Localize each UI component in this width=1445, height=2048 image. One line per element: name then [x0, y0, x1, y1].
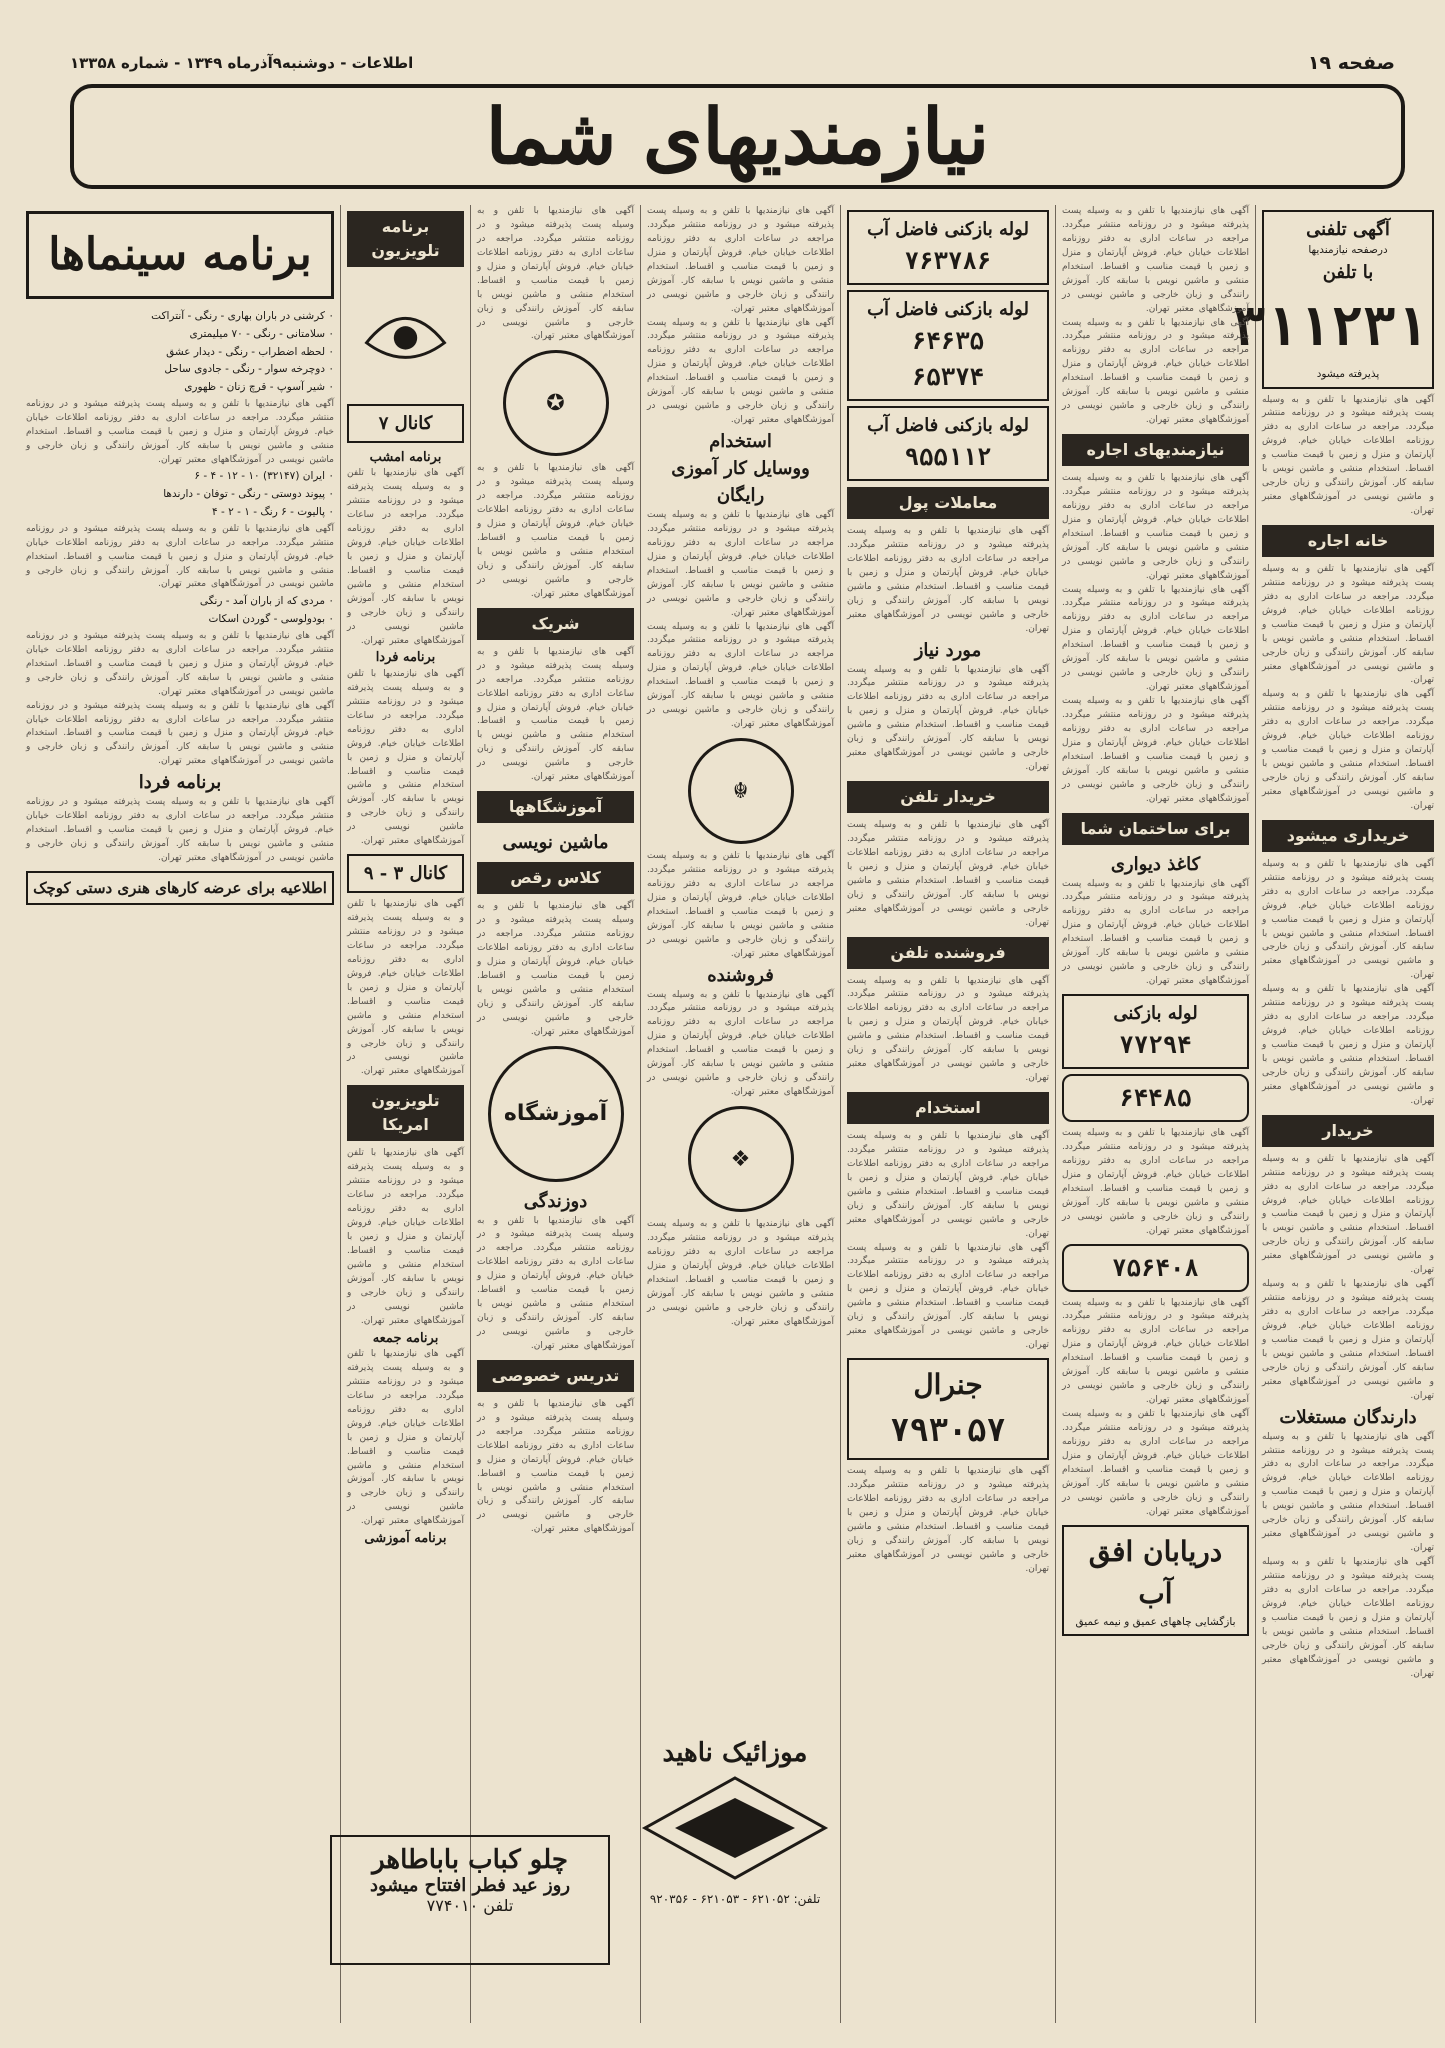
education-title: برنامه آموزشی	[364, 1531, 447, 1547]
classified-text: آگهی های نیازمندیها با تلفن و به وسیله پست پذیرفته میشود و در روزنامه منتشر میگردد. مراجعه در ساعات اداری به دفتر روزنامه اطلاعات خیابان خیام. فروش آپارتمان و منزل و زمین با قیمت مناسب و اقساط. استخدام منشی و ماشین نویس با سابقه کار. آموزش رانندگی و زبان خارجی و ماشین نویسی در آموزشگاههای معتبر تهران.	[847, 1466, 1049, 1574]
classified-text: آگهی های نیازمندیها با تلفن و به وسیله پست پذیرفته میشود و در روزنامه منتشر میگردد. مراجعه در ساعات اداری به دفتر روزنامه اطلاعات خیابان خیام. فروش آپارتمان و منزل و زمین با قیمت مناسب و اقساط. استخدام منشی و ماشین نویس با سابقه کار. آموزش رانندگی و زبان خارجی و ماشین نویسی در آموزشگاههای معتبر تهران.	[647, 851, 834, 959]
classified-text: آگهی های نیازمندیها با تلفن و به وسیله پست پذیرفته میشود و در روزنامه منتشر میگردد. مراجعه در ساعات اداری به دفتر روزنامه اطلاعات خیابان خیام. فروش آپارتمان و منزل و زمین با قیمت مناسب و اقساط. استخدام منشی و ماشین نویس با سابقه کار. آموزش رانندگی و زبان خارجی و ماشین نویسی در آموزشگاههای معتبر تهران.	[1062, 878, 1249, 987]
phone-number: ۳۱۱۲۳۱	[1232, 294, 1428, 358]
schedule-text: آگهی های نیازمندیها با تلفن و به وسیله پست پذیرفته میشود و در روزنامه منتشر میگردد. مراجعه در ساعات اداری به دفتر روزنامه اطلاعات خیابان خیام. فروش آپارتمان و منزل و زمین با قیمت مناسب و اقساط. استخدام منشی و ماشین نویس با سابقه کار. آموزش رانندگی و زبان خارجی و ماشین نویسی در آموزشگاههای معتبر تهران.	[347, 468, 464, 646]
classified-text: آگهی های نیازمندیها با تلفن و به وسیله پست پذیرفته میشود و در روزنامه منتشر میگردد. مراجعه در ساعات اداری به دفتر روزنامه اطلاعات خیابان خیام. فروش آپارتمان و منزل و زمین با قیمت مناسب و اقساط. استخدام منشی و ماشین نویس با سابقه کار. آموزش رانندگی و زبان خارجی و ماشین نویسی در آموزشگاههای معتبر تهران.	[647, 989, 834, 1098]
phone-ad-title: آگهی تلفنی	[1306, 219, 1390, 240]
schedule-text: آگهی های نیازمندیها با تلفن و به وسیله پست پذیرفته میشود و در روزنامه منتشر میگردد. مراجعه در ساعات اداری به دفتر روزنامه اطلاعات خیابان خیام. فروش آپارتمان و منزل و زمین با قیمت مناسب و اقساط. استخدام منشی و ماشین نویس با سابقه کار. آموزش رانندگی و زبان خارجی و ماشین نویسی در آموزشگاههای معتبر تهران.	[347, 1349, 464, 1527]
tonight-title: برنامه امشب	[369, 449, 442, 465]
nahid-title: موزائیک ناهید	[662, 1738, 808, 1768]
money-bar: معاملات پول	[847, 487, 1049, 519]
classified-text: آگهی های نیازمندیها با تلفن و به وسیله پست پذیرفته میشود و در روزنامه منتشر میگردد. مراجعه در ساعات اداری به دفتر روزنامه اطلاعات خیابان خیام. فروش آپارتمان و منزل و زمین با قیمت مناسب و اقساط. استخدام منشی و ماشین نویس با سابقه کار. آموزش رانندگی و زبان خارجی و ماشین نویسی در آموزشگاههای معتبر تهران.	[477, 206, 634, 342]
phone-ad-sub: درصفحه نیازمندیها	[1308, 244, 1388, 256]
classified-text: آگهی های نیازمندیها با تلفن و به وسیله پست پذیرفته میشود و در روزنامه منتشر میگردد. مراجعه در ساعات اداری به دفتر روزنامه اطلاعات خیابان خیام. فروش آپارتمان و منزل و زمین با قیمت مناسب و اقساط. استخدام منشی و ماشین نویس با سابقه کار. آموزش رانندگی و زبان خارجی و ماشین نویسی در آموزشگاههای معتبر تهران.	[847, 1131, 1049, 1239]
classified-text: آگهی های نیازمندیها با تلفن و به وسیله پست پذیرفته میشود و در روزنامه منتشر میگردد. مراجعه در ساعات اداری به دفتر روزنامه اطلاعات خیابان خیام. فروش آپارتمان و منزل و زمین با قیمت مناسب و اقساط. استخدام منشی و ماشین نویس با سابقه کار. آموزش رانندگی و زبان خارجی و ماشین نویسی در آموزشگاههای معتبر تهران.	[647, 1219, 834, 1327]
american-tv-bar: تلویزیون امریکا	[347, 1085, 464, 1141]
pipe-number-3: ۶۵۳۷۴	[911, 363, 985, 391]
classified-text: آگهی های نیازمندیها با تلفن و به وسیله پست پذیرفته میشود و در روزنامه منتشر میگردد. مراجعه در ساعات اداری به دفتر روزنامه اطلاعات خیابان خیام. فروش آپارتمان و منزل و زمین با قیمت مناسب و اقساط. استخدام منشی و ماشین نویس با سابقه کار. آموزش رانندگی و زبان خارجی و ماشین نویسی در آموزشگاههای معتبر تهران.	[647, 206, 834, 314]
hire-bar: استخدام	[847, 1092, 1049, 1124]
tv-emblem	[347, 273, 464, 393]
classified-text: آگهی های نیازمندیها با تلفن و به وسیله پست پذیرفته میشود و در روزنامه منتشر میگردد. مراجعه در ساعات اداری به دفتر روزنامه اطلاعات خیابان خیام. فروش آپارتمان و منزل و زمین با قیمت مناسب و اقساط. استخدام منشی و ماشین نویس با سابقه کار. آموزش رانندگی و زبان خارجی و ماشین نویسی در آموزشگاههای معتبر تهران.	[1062, 1128, 1249, 1236]
classified-text: آگهی های نیازمندیها با تلفن و به وسیله پست پذیرفته میشود و در روزنامه منتشر میگردد. مراجعه در ساعات اداری به دفتر روزنامه اطلاعات خیابان خیام. فروش آپارتمان و منزل و زمین با قیمت مناسب و اقساط. استخدام منشی و ماشین نویس با سابقه کار. آموزش رانندگی و زبان خارجی و ماشین نویسی در آموزشگاههای معتبر تهران.	[1262, 984, 1434, 1106]
classified-text: آگهی های نیازمندیها با تلفن و به وسیله پست پذیرفته میشود و در روزنامه منتشر میگردد. مراجعه در ساعات اداری به دفتر روزنامه اطلاعات خیابان خیام. فروش آپارتمان و منزل و زمین با قیمت مناسب و اقساط. استخدام منشی و ماشین نویس با سابقه کار. آموزش رانندگی و زبان خارجی و ماشین نویسی در آموزشگاههای معتبر تهران.	[1262, 394, 1434, 516]
channel-7-box	[347, 404, 464, 443]
phone-ad-box	[1232, 210, 1434, 389]
building-bar: برای ساختمان شما	[1062, 813, 1249, 845]
pipe-number-1: ۷۶۳۷۸۶	[904, 247, 992, 275]
sewing-title: دوزندگی	[523, 1190, 588, 1212]
classified-text: آگهی های نیازمندیها با تلفن و به وسیله پست پذیرفته میشود و در روزنامه منتشر میگردد. مراجعه در ساعات اداری به دفتر روزنامه اطلاعات خیابان خیام. فروش آپارتمان و منزل و زمین با قیمت مناسب و اقساط. استخدام منشی و ماشین نویس با سابقه کار. آموزش رانندگی و زبان خارجی و ماشین نویسی در آموزشگاههای معتبر تهران.	[1262, 1279, 1434, 1401]
nahid-phone: تلفن: ۶۲۱۰۵۲ - ۶۲۱۰۵۳ - ۹۲۰۳۵۶	[649, 1892, 821, 1906]
cinema-line: ۰ لحظه اضطراب - رنگی - دیدار عشق	[166, 345, 334, 358]
cinema-text: آگهی های نیازمندیها با تلفن و به وسیله پست پذیرفته میشود و در روزنامه منتشر میگردد. مراجعه در ساعات اداری به دفتر روزنامه اطلاعات خیابان خیام. فروش آپارتمان و منزل و زمین با قیمت مناسب و اقساط. استخدام منشی و ماشین نویس با سابقه کار. آموزش رانندگی و زبان خارجی و ماشین نویسی در آموزشگاههای معتبر تهران.	[26, 797, 334, 863]
classified-text: آگهی های نیازمندیها با تلفن و به وسیله پست پذیرفته میشود و در روزنامه منتشر میگردد. مراجعه در ساعات اداری به دفتر روزنامه اطلاعات خیابان خیام. فروش آپارتمان و منزل و زمین با قیمت مناسب و اقساط. استخدام منشی و ماشین نویس با سابقه کار. آموزش رانندگی و زبان خارجی و ماشین نویسی در آموزشگاههای معتبر تهران.	[1062, 1297, 1249, 1406]
owners-note: دارندگان مستغلات	[1279, 1406, 1417, 1428]
cinema-line: ۰ پالیوت - ۶ رنگ - ۱ - ۲ - ۴	[212, 505, 334, 518]
classified-text: آگهی های نیازمندیها با تلفن و به وسیله پست پذیرفته میشود و در روزنامه منتشر میگردد. مراجعه در ساعات اداری به دفتر روزنامه اطلاعات خیابان خیام. فروش آپارتمان و منزل و زمین با قیمت مناسب و اقساط. استخدام منشی و ماشین نویس با سابقه کار. آموزش رانندگی و زبان خارجی و ماشین نویسی در آموزشگاههای معتبر تهران.	[1262, 563, 1434, 686]
classified-text: آگهی های نیازمندیها با تلفن و به وسیله پست پذیرفته میشود و در روزنامه منتشر میگردد. مراجعه در ساعات اداری به دفتر روزنامه اطلاعات خیابان خیام. فروش آپارتمان و منزل و زمین با قیمت مناسب و اقساط. استخدام منشی و ماشین نویس با سابقه کار. آموزش رانندگی و زبان خارجی و ماشین نویسی در آموزشگاههای معتبر تهران.	[1262, 1431, 1434, 1554]
school-seal	[488, 1046, 624, 1182]
kebab-phone: تلفن ۷۷۴۰۱۰	[426, 1896, 514, 1915]
seal-label: آموزشگاه	[503, 1101, 608, 1126]
abgan-number: ۶۴۴۸۵	[1119, 1084, 1192, 1112]
classified-text: آگهی های نیازمندیها با تلفن و به وسیله پست پذیرفته میشود و در روزنامه منتشر میگردد. مراجعه در ساعات اداری به دفتر روزنامه اطلاعات خیابان خیام. فروش آپارتمان و منزل و زمین با قیمت مناسب و اقساط. استخدام منشی و ماشین نویس با سابقه کار. آموزش رانندگی و زبان خارجی و ماشین نویسی در آموزشگاههای معتبر تهران.	[477, 1398, 634, 1535]
page-number: صفحه ۱۹	[1307, 52, 1395, 74]
classified-text: آگهی های نیازمندیها با تلفن و به وسیله پست پذیرفته میشود و در روزنامه منتشر میگردد. مراجعه در ساعات اداری به دفتر روزنامه اطلاعات خیابان خیام. فروش آپارتمان و منزل و زمین با قیمت مناسب و اقساط. استخدام منشی و ماشین نویس با سابقه کار. آموزش رانندگی و زبان خارجی و ماشین نویسی در آموزشگاههای معتبر تهران.	[1262, 858, 1434, 981]
general-number: ۷۹۳۰۵۷	[890, 1411, 1006, 1449]
private-tutor-bar: تدریس خصوصی	[477, 1360, 634, 1392]
pipe-ad-3	[847, 406, 1049, 481]
classified-text: آگهی های نیازمندیها با تلفن و به وسیله پست پذیرفته میشود و در روزنامه منتشر میگردد. مراجعه در ساعات اداری به دفتر روزنامه اطلاعات خیابان خیام. فروش آپارتمان و منزل و زمین با قیمت مناسب و اقساط. استخدام منشی و ماشین نویس با سابقه کار. آموزش رانندگی و زبان خارجی و ماشین نویسی در آموزشگاههای معتبر تهران.	[847, 975, 1049, 1084]
cinema-text: آگهی های نیازمندیها با تلفن و به وسیله پست پذیرفته میشود و در روزنامه منتشر میگردد. مراجعه در ساعات اداری به دفتر روزنامه اطلاعات خیابان خیام. فروش آپارتمان و منزل و زمین با قیمت مناسب و اقساط. استخدام منشی و ماشین نویس با سابقه کار. آموزش رانندگی و زبان خارجی و ماشین نویسی در آموزشگاههای معتبر تهران.	[26, 700, 334, 767]
phone-seller-bar: فروشنده تلفن	[847, 937, 1049, 969]
general-ad	[847, 1358, 1049, 1460]
needed-title: مورد نیاز	[914, 639, 982, 661]
banner-title: نیازمندیهای شما	[485, 92, 990, 181]
channel-7-title: کانال ۷	[378, 412, 433, 434]
column-6	[340, 205, 470, 2023]
friday-title: برنامه جمعه	[372, 1330, 439, 1346]
phone-ad-via: با تلفن	[1322, 261, 1374, 283]
section-banner	[70, 84, 1405, 189]
kebab-title: چلو کباب باباطاهر	[372, 1845, 568, 1875]
cinema-title: برنامه سینماها	[26, 211, 334, 299]
cinema-line: ۰ شیر آسوپ - قرچ زنان - ظهوری	[184, 381, 334, 393]
schools-bar: آموزشگاهها	[477, 791, 634, 823]
classified-text: آگهی های نیازمندیها با تلفن و به وسیله پست پذیرفته میشود و در روزنامه منتشر میگردد. مراجعه در ساعات اداری به دفتر روزنامه اطلاعات خیابان خیام. فروش آپارتمان و منزل و زمین با قیمت مناسب و اقساط. استخدام منشی و ماشین نویس با سابقه کار. آموزش رانندگی و زبان خارجی و ماشین نویسی در آموزشگاههای معتبر تهران.	[1062, 584, 1249, 693]
phone-ad-accept: پذیرفته میشود	[1316, 367, 1380, 380]
pipe-number-2: ۶۴۶۳۵	[911, 327, 985, 355]
pipe-label-2: لوله بازکنی فاضل آب	[867, 299, 1029, 320]
classified-text: آگهی های نیازمندیها با تلفن و به وسیله پست پذیرفته میشود و در روزنامه منتشر میگردد. مراجعه در ساعات اداری به دفتر روزنامه اطلاعات خیابان خیام. فروش آپارتمان و منزل و زمین با قیمت مناسب و اقساط. استخدام منشی و ماشین نویس با سابقه کار. آموزش رانندگی و زبان خارجی و ماشین نویسی در آموزشگاههای معتبر تهران.	[847, 1242, 1049, 1351]
cinema-line: ۰ سلامتانی - رنگی - ۷۰ میلیمتری	[189, 327, 334, 340]
classified-text: آگهی های نیازمندیها با تلفن و به وسیله پست پذیرفته میشود و در روزنامه منتشر میگردد. مراجعه در ساعات اداری به دفتر روزنامه اطلاعات خیابان خیام. فروش آپارتمان و منزل و زمین با قیمت مناسب و اقساط. استخدام منشی و ماشین نویس با سابقه کار. آموزش رانندگی و زبان خارجی و ماشین نویسی در آموزشگاههای معتبر تهران.	[1262, 689, 1434, 811]
afagh-ab-ad	[1062, 1525, 1249, 1637]
pipe-ad-2	[847, 290, 1049, 401]
house-rent-bar: خانه اجاره	[1262, 525, 1434, 557]
classified-text: آگهی های نیازمندیها با تلفن و به وسیله پست پذیرفته میشود و در روزنامه منتشر میگردد. مراجعه در ساعات اداری به دفتر روزنامه اطلاعات خیابان خیام. فروش آپارتمان و منزل و زمین با قیمت مناسب و اقساط. استخدام منشی و ماشین نویس با سابقه کار. آموزش رانندگی و زبان خارجی و ماشین نویسی در آموزشگاههای معتبر تهران.	[1062, 317, 1249, 426]
hire-title: استخدام	[709, 431, 772, 452]
cinema-line: ۰ دوچرخه سوار - رنگی - جادوی ساحل	[164, 363, 334, 376]
cinema-line: ۰ پیوند دوستی - رنگی - توفان - دارندها	[163, 488, 334, 501]
classified-text: آگهی های نیازمندیها با تلفن و به وسیله پست پذیرفته میشود و در روزنامه منتشر میگردد. مراجعه در ساعات اداری به دفتر روزنامه اطلاعات خیابان خیام. فروش آپارتمان و منزل و زمین با قیمت مناسب و اقساط. استخدام منشی و ماشین نویس با سابقه کار. آموزش رانندگی و زبان خارجی و ماشین نویسی در آموزشگاههای معتبر تهران.	[477, 1215, 634, 1351]
company-logo: ❖	[688, 1106, 794, 1212]
rent-needs-bar: نیازمندیهای اجاره	[1062, 434, 1249, 466]
column-1	[1232, 205, 1440, 2023]
schedule-text: آگهی های نیازمندیها با تلفن و به وسیله پست پذیرفته میشود و در روزنامه منتشر میگردد. مراجعه در ساعات اداری به دفتر روزنامه اطلاعات خیابان خیام. فروش آپارتمان و منزل و زمین با قیمت مناسب و اقساط. استخدام منشی و ماشین نویس با سابقه کار. آموزش رانندگی و زبان خارجی و ماشین نویسی در آموزشگاههای معتبر تهران.	[347, 668, 464, 847]
pipe-number-4: ۹۵۵۱۱۲	[904, 443, 992, 471]
classified-text: آگهی های نیازمندیها با تلفن و به وسیله پست پذیرفته میشود و در روزنامه منتشر میگردد. مراجعه در ساعات اداری به دفتر روزنامه اطلاعات خیابان خیام. فروش آپارتمان و منزل و زمین با قیمت مناسب و اقساط. استخدام منشی و ماشین نویس با سابقه کار. آموزش رانندگی و زبان خارجی و ماشین نویسی در آموزشگاههای معتبر تهران.	[847, 664, 1049, 773]
afagh-ab-brand: دریابان افق آب	[1088, 1534, 1223, 1610]
buyer-bar: خریدار	[1262, 1115, 1434, 1147]
emblem-seal: ☬	[688, 738, 794, 844]
classified-text: آگهی های نیازمندیها با تلفن و به وسیله پست پذیرفته میشود و در روزنامه منتشر میگردد. مراجعه در ساعات اداری به دفتر روزنامه اطلاعات خیابان خیام. فروش آپارتمان و منزل و زمین با قیمت مناسب و اقساط. استخدام منشی و ماشین نویس با سابقه کار. آموزش رانندگی و زبان خارجی و ماشین نویسی در آموزشگاههای معتبر تهران.	[1062, 206, 1249, 314]
classified-text: آگهی های نیازمندیها با تلفن و به وسیله پست پذیرفته میشود و در روزنامه منتشر میگردد. مراجعه در ساعات اداری به دفتر روزنامه اطلاعات خیابان خیام. فروش آپارتمان و منزل و زمین با قیمت مناسب و اقساط. استخدام منشی و ماشین نویس با سابقه کار. آموزش رانندگی و زبان خارجی و ماشین نویسی در آموزشگاههای معتبر تهران.	[847, 526, 1049, 634]
phone-buyer-bar: خریدار تلفن	[847, 781, 1049, 813]
kebab-ad	[330, 1835, 610, 1965]
channel-3-9-title: کانال ۳ - ۹	[363, 863, 448, 885]
pipe-number: ۷۷۲۹۴	[1119, 1031, 1192, 1059]
training-title: ووسایل کار آموزی رایگان	[671, 458, 810, 506]
abgan-ad-box	[1062, 1074, 1249, 1122]
pipe-label: لوله بازکنی فاضل آب	[867, 219, 1029, 240]
classified-text: آگهی های نیازمندیها با تلفن و به وسیله پست پذیرفته میشود و در روزنامه منتشر میگردد. مراجعه در ساعات اداری به دفتر روزنامه اطلاعات خیابان خیام. فروش آپارتمان و منزل و زمین با قیمت مناسب و اقساط. استخدام منشی و ماشین نویس با سابقه کار. آموزش رانندگی و زبان خارجی و ماشین نویسی در آموزشگاههای معتبر تهران.	[477, 646, 634, 783]
typing-title: ماشین نویسی	[502, 832, 609, 854]
schedule-text: آگهی های نیازمندیها با تلفن و به وسیله پست پذیرفته میشود و در روزنامه منتشر میگردد. مراجعه در ساعات اداری به دفتر روزنامه اطلاعات خیابان خیام. فروش آپارتمان و منزل و زمین با قیمت مناسب و اقساط. استخدام منشی و ماشین نویس با سابقه کار. آموزش رانندگی و زبان خارجی و ماشین نویسی در آموزشگاههای معتبر تهران.	[347, 899, 464, 1077]
afagh-ab-sub: بازگشایی چاههای عمیق و نیمه عمیق	[1075, 1615, 1236, 1628]
pipe-title: لوله بازکنی	[1113, 1003, 1198, 1024]
cinema-line: ۰ ایران (۳۲۱۴۷) ۱۰ - ۱۲ - ۴ - ۶	[194, 470, 334, 483]
pipe-ad-1	[847, 210, 1049, 285]
cinema-line: ۰ بودولوسی - گوردن اسکات	[208, 613, 334, 626]
sell-title: فروشنده	[707, 964, 774, 986]
tomorrow-program: برنامه فردا	[138, 772, 222, 794]
wall-paper-title: کاغذ دیواری	[1110, 853, 1201, 875]
schedule-text: آگهی های نیازمندیها با تلفن و به وسیله پست پذیرفته میشود و در روزنامه منتشر میگردد. مراجعه در ساعات اداری به دفتر روزنامه اطلاعات خیابان خیام. فروش آپارتمان و منزل و زمین با قیمت مناسب و اقساط. استخدام منشی و ماشین نویس با سابقه کار. آموزش رانندگی و زبان خارجی و ماشین نویسی در آموزشگاههای معتبر تهران.	[347, 1148, 464, 1326]
kebab-sub: روز عید فطر افتتاح میشود	[369, 1875, 571, 1896]
issue-info: اطلاعات - دوشنبه۹آذرماه ۱۳۴۹ - شماره ۱۳۳۵۸	[70, 54, 414, 72]
classified-text: آگهی های نیازمندیها با تلفن و به وسیله پست پذیرفته میشود و در روزنامه منتشر میگردد. مراجعه در ساعات اداری به دفتر روزنامه اطلاعات خیابان خیام. فروش آپارتمان و منزل و زمین با قیمت مناسب و اقساط. استخدام منشی و ماشین نویس با سابقه کار. آموزش رانندگی و زبان خارجی و ماشین نویسی در آموزشگاههای معتبر تهران.	[1062, 473, 1249, 581]
notice-title: اطلاعیه برای عرضه کارهای هنری دستی کوچک	[33, 878, 327, 897]
partner-bar: شریک	[477, 608, 634, 640]
cinema-text: آگهی های نیازمندیها با تلفن و به وسیله پست پذیرفته میشود و در روزنامه منتشر میگردد. مراجعه در ساعات اداری به دفتر روزنامه اطلاعات خیابان خیام. فروش آپارتمان و منزل و زمین با قیمت مناسب و اقساط. استخدام منشی و ماشین نویس با سابقه کار. آموزش رانندگی و زبان خارجی و ماشین نویسی در آموزشگاههای معتبر تهران.	[26, 398, 334, 465]
general-label: جنرال	[913, 1368, 983, 1401]
notice-box	[26, 871, 334, 906]
cinema-text: آگهی های نیازمندیها با تلفن و به وسیله پست پذیرفته میشود و در روزنامه منتشر میگردد. مراجعه در ساعات اداری به دفتر روزنامه اطلاعات خیابان خیام. فروش آپارتمان و منزل و زمین با قیمت مناسب و اقساط. استخدام منشی و ماشین نویس با سابقه کار. آموزش رانندگی و زبان خارجی و ماشین نویسی در آموزشگاههای معتبر تهران.	[26, 630, 334, 697]
cinema-line: ۰ کرشنی در باران بهاری - رنگی - آنتراکت	[151, 310, 334, 322]
nahid-ad	[615, 1730, 855, 2020]
classified-text: آگهی های نیازمندیها با تلفن و به وسیله پست پذیرفته میشود و در روزنامه منتشر میگردد. مراجعه در ساعات اداری به دفتر روزنامه اطلاعات خیابان خیام. فروش آپارتمان و منزل و زمین با قیمت مناسب و اقساط. استخدام منشی و ماشین نویس با سابقه کار. آموزش رانندگی و زبان خارجی و ماشین نویسی در آموزشگاههای معتبر تهران.	[1262, 1153, 1434, 1276]
classified-text: آگهی های نیازمندیها با تلفن و به وسیله پست پذیرفته میشود و در روزنامه منتشر میگردد. مراجعه در ساعات اداری به دفتر روزنامه اطلاعات خیابان خیام. فروش آپارتمان و منزل و زمین با قیمت مناسب و اقساط. استخدام منشی و ماشین نویس با سابقه کار. آموزش رانندگی و زبان خارجی و ماشین نویسی در آموزشگاههای معتبر تهران.	[477, 901, 634, 1037]
pipe-label-3: لوله بازکنی فاضل آب	[867, 415, 1029, 436]
cinema-text: آگهی های نیازمندیها با تلفن و به وسیله پست پذیرفته میشود و در روزنامه منتشر میگردد. مراجعه در ساعات اداری به دفتر روزنامه اطلاعات خیابان خیام. فروش آپارتمان و منزل و زمین با قیمت مناسب و اقساط. استخدام منشی و ماشین نویس با سابقه کار. آموزش رانندگی و زبان خارجی و ماشین نویسی در آموزشگاههای معتبر تهران.	[26, 523, 334, 590]
classified-text: آگهی های نیازمندیها با تلفن و به وسیله پست پذیرفته میشود و در روزنامه منتشر میگردد. مراجعه در ساعات اداری به دفتر روزنامه اطلاعات خیابان خیام. فروش آپارتمان و منزل و زمین با قیمت مناسب و اقساط. استخدام منشی و ماشین نویس با سابقه کار. آموزش رانندگی و زبان خارجی و ماشین نویسی در آموزشگاههای معتبر تهران.	[647, 317, 834, 426]
abgan-bottom-number: ۷۵۶۴۰۸	[1112, 1253, 1199, 1282]
mortgage-bar: خریداری میشود	[1262, 820, 1434, 852]
abgan-ad-box-2	[1062, 1244, 1249, 1292]
classified-text: آگهی های نیازمندیها با تلفن و به وسیله پست پذیرفته میشود و در روزنامه منتشر میگردد. مراجعه در ساعات اداری به دفتر روزنامه اطلاعات خیابان خیام. فروش آپارتمان و منزل و زمین با قیمت مناسب و اقساط. استخدام منشی و ماشین نویس با سابقه کار. آموزش رانندگی و زبان خارجی و ماشین نویسی در آموزشگاههای معتبر تهران.	[1062, 696, 1249, 804]
page-header	[60, 52, 1405, 76]
classified-text: آگهی های نیازمندیها با تلفن و به وسیله پست پذیرفته میشود و در روزنامه منتشر میگردد. مراجعه در ساعات اداری به دفتر روزنامه اطلاعات خیابان خیام. فروش آپارتمان و منزل و زمین با قیمت مناسب و اقساط. استخدام منشی و ماشین نویس با سابقه کار. آموزش رانندگی و زبان خارجی و ماشین نویسی در آموزشگاههای معتبر تهران.	[1262, 1557, 1434, 1679]
cinema-line: ۰ مردی که از باران آمد - رنگی	[199, 595, 334, 608]
dance-bar: کلاس رقص	[477, 862, 634, 894]
tv-title-bar: برنامه تلویزیون	[347, 211, 464, 267]
classified-text: آگهی های نیازمندیها با تلفن و به وسیله پست پذیرفته میشود و در روزنامه منتشر میگردد. مراجعه در ساعات اداری به دفتر روزنامه اطلاعات خیابان خیام. فروش آپارتمان و منزل و زمین با قیمت مناسب و اقساط. استخدام منشی و ماشین نویس با سابقه کار. آموزش رانندگی و زبان خارجی و ماشین نویسی در آموزشگاههای معتبر تهران.	[847, 820, 1049, 928]
classified-text: آگهی های نیازمندیها با تلفن و به وسیله پست پذیرفته میشود و در روزنامه منتشر میگردد. مراجعه در ساعات اداری به دفتر روزنامه اطلاعات خیابان خیام. فروش آپارتمان و منزل و زمین با قیمت مناسب و اقساط. استخدام منشی و ماشین نویس با سابقه کار. آموزش رانندگی و زبان خارجی و ماشین نویسی در آموزشگاههای معتبر تهران.	[1062, 1409, 1249, 1517]
classified-text: آگهی های نیازمندیها با تلفن و به وسیله پست پذیرفته میشود و در روزنامه منتشر میگردد. مراجعه در ساعات اداری به دفتر روزنامه اطلاعات خیابان خیام. فروش آپارتمان و منزل و زمین با قیمت مناسب و اقساط. استخدام منشی و ماشین نویس با سابقه کار. آموزش رانندگی و زبان خارجی و ماشین نویسی در آموزشگاههای معتبر تهران.	[477, 463, 634, 599]
column-7	[20, 205, 340, 2023]
classified-text: آگهی های نیازمندیها با تلفن و به وسیله پست پذیرفته میشود و در روزنامه منتشر میگردد. مراجعه در ساعات اداری به دفتر روزنامه اطلاعات خیابان خیام. فروش آپارتمان و منزل و زمین با قیمت مناسب و اقساط. استخدام منشی و ماشین نویس با سابقه کار. آموزش رانندگی و زبان خارجی و ماشین نویسی در آموزشگاههای معتبر تهران.	[647, 510, 834, 618]
channel-3-9-box	[347, 854, 464, 893]
column-2	[1055, 205, 1255, 2023]
column-3	[840, 205, 1055, 2023]
classified-text: آگهی های نیازمندیها با تلفن و به وسیله پست پذیرفته میشود و در روزنامه منتشر میگردد. مراجعه در ساعات اداری به دفتر روزنامه اطلاعات خیابان خیام. فروش آپارتمان و منزل و زمین با قیمت مناسب و اقساط. استخدام منشی و ماشین نویس با سابقه کار. آموزش رانندگی و زبان خارجی و ماشین نویسی در آموزشگاههای معتبر تهران.	[647, 621, 834, 730]
mino-logo: ✪	[503, 350, 609, 456]
tomorrow-title: برنامه فردا	[375, 650, 436, 666]
tile-icon	[635, 1768, 835, 1888]
pipe-ad-box	[1062, 994, 1249, 1069]
